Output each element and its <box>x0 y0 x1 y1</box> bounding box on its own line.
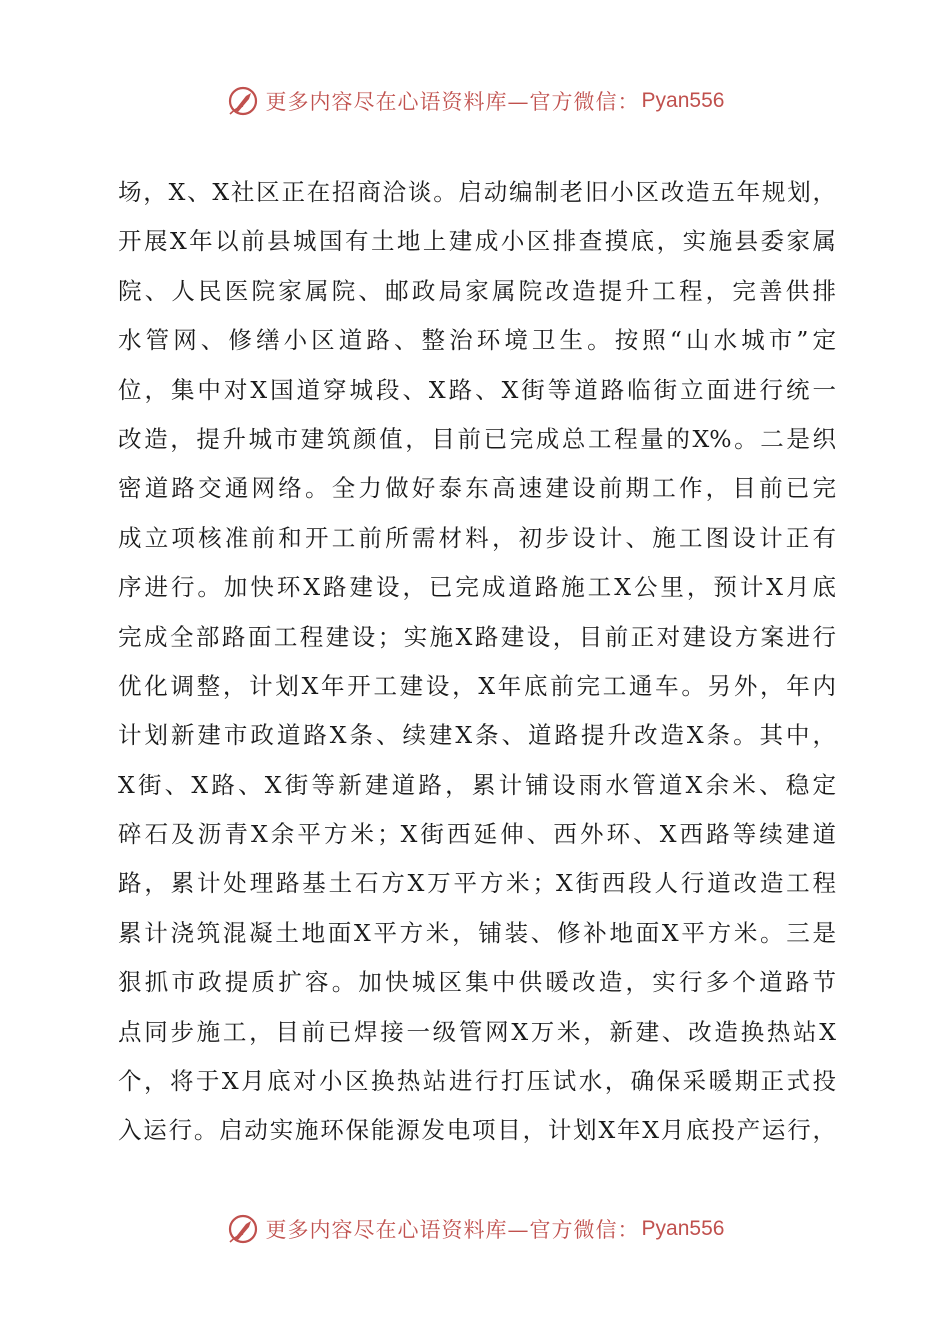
watermark-banner-top <box>0 84 950 118</box>
pen-nib-circle-icon <box>226 1212 260 1246</box>
watermark-banner-bottom <box>0 1212 950 1246</box>
text-line: X街、X路、X街等新建道路，累计铺设雨水管道X余米、稳定 <box>118 770 836 799</box>
text-line: 密道路交通网络。全力做好泰东高速建设前期工作，目前已完 <box>118 474 836 503</box>
text-line: 院、人民医院家属院、邮政局家属院改造提升工程，完善供排 <box>118 276 836 305</box>
document-body <box>118 168 836 1156</box>
text-line: 成立项核准前和开工前所需材料，初步设计、施工图设计正有 <box>118 523 836 552</box>
text-line: 路，累计处理路基土石方X万平方米；X街西段人行道改造工程 <box>118 869 836 898</box>
pen-nib-circle-icon <box>226 84 260 118</box>
watermark-text: 更多内容尽在心语资料库—官方微信： <box>265 90 640 114</box>
watermark-text: 更多内容尽在心语资料库—官方微信： <box>265 1218 640 1242</box>
text-line: 优化调整，计划X年开工建设，X年底前完工通车。另外，年内 <box>118 671 836 700</box>
text-line: 改造，提升城市建筑颜值，目前已完成总工程量的X%。二是织 <box>118 424 836 453</box>
text-line: 场，X、X社区正在招商洽谈。启动编制老旧小区改造五年规划， <box>118 178 836 206</box>
text-line: 累计浇筑混凝土地面X平方米，铺装、修补地面X平方米。三是 <box>118 918 836 947</box>
watermark-wechat-id: Pyan556 <box>641 1217 725 1240</box>
text-line: 入运行。启动实施环保能源发电项目，计划X年X月底投产运行， <box>118 1116 836 1145</box>
text-line: 完成全部路面工程建设；实施X路建设，目前正对建设方案进行 <box>118 622 836 651</box>
text-line: 狠抓市政提质扩容。加快城区集中供暖改造，实行多个道路节 <box>118 968 836 997</box>
watermark-wechat-id: Pyan556 <box>641 89 725 112</box>
text-line: 个，将于X月底对小区换热站进行打压试水，确保采暖期正式投 <box>118 1067 836 1096</box>
text-line: 水管网、修缮小区道路、整治环境卫生。按照“山水城市”定 <box>118 326 836 355</box>
text-line: 碎石及沥青X余平方米；X街西延伸、西外环、X西路等续建道 <box>118 820 836 849</box>
text-line: 点同步施工，目前已焊接一级管网X万米，新建、改造换热站X <box>118 1017 836 1046</box>
text-line: 开展X年以前县城国有土地上建成小区排查摸底，实施县委家属 <box>118 227 836 256</box>
text-line: 序进行。加快环X路建设，已完成道路施工X公里，预计X月底 <box>118 573 836 602</box>
text-line: 位，集中对X国道穿城段、X路、X街等道路临街立面进行统一 <box>118 375 836 404</box>
text-line: 计划新建市政道路X条、续建X条、道路提升改造X条。其中， <box>118 721 836 750</box>
